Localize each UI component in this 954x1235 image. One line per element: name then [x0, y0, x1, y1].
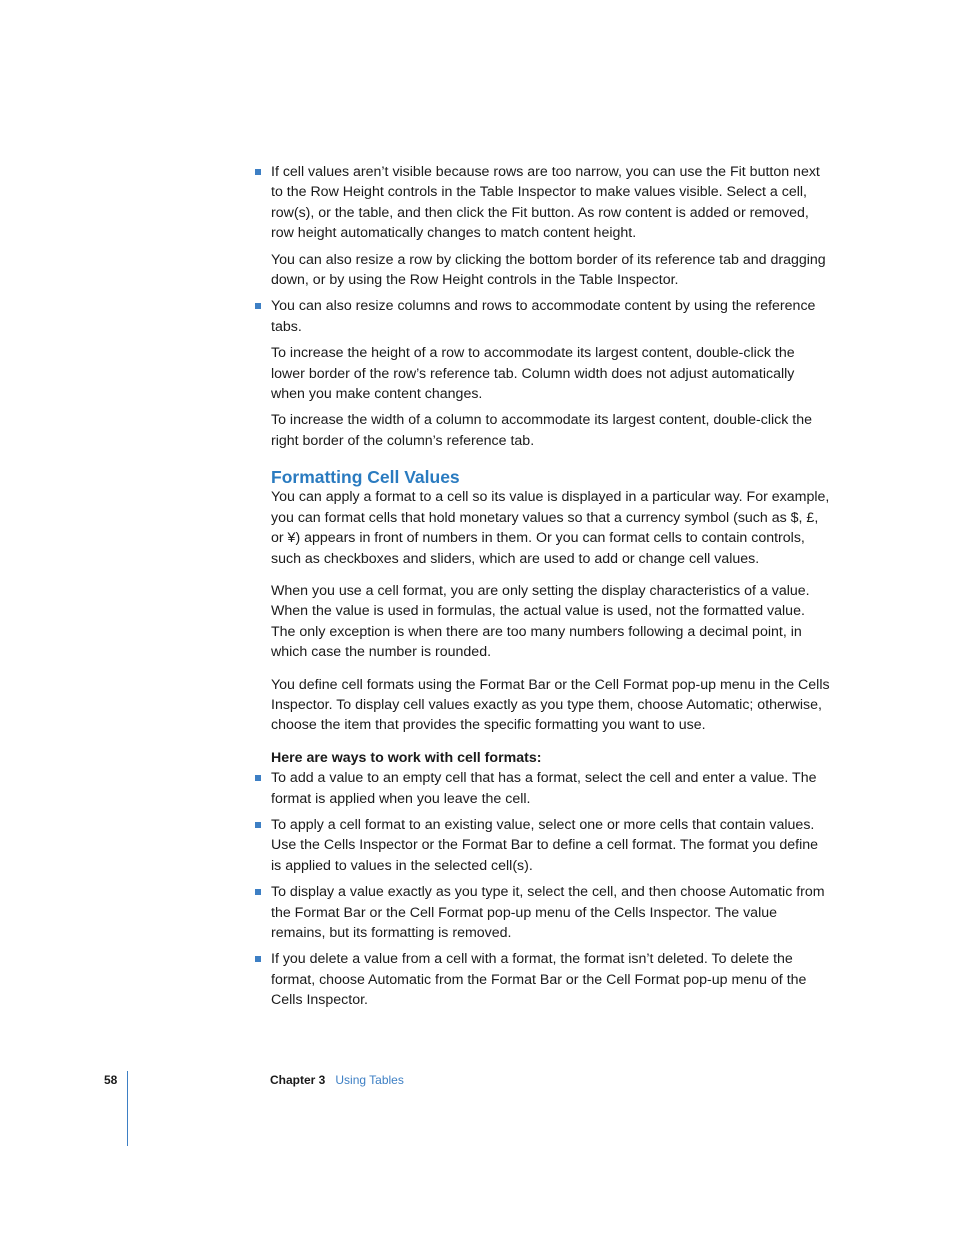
section-paragraph-2: When you use a cell format, you are only setting the display characteristics of a value. When the value is used in formulas, the actual value is used, not the formatted value. The only exception is when there are too many numbers following a decimal point, in which case the number is rounded.: [271, 582, 810, 661]
list-item: To display a value exactly as you type it, select the cell, and then choose Automatic from the Format Bar or the Cell Format pop-up menu of the Cells Inspector. The value remains, but its formatting is removed.: [271, 882, 831, 943]
page-number: 58: [104, 1073, 118, 1087]
chapter-title: Using Tables: [335, 1073, 404, 1087]
section-heading: Formatting Cell Values: [271, 467, 460, 488]
footer-rule: [127, 1071, 128, 1146]
section-paragraph-3: You define cell formats using the Format Bar or the Cell Format pop-up menu in the Cells Inspector. To display cell values exactly as you type them, choose Automatic; otherwise, choose the item that provides the specific formatting you want to use.: [271, 676, 830, 734]
list-item: To add a value to an empty cell that has a format, select the cell and enter a value. The format is applied when you leave the cell.: [271, 768, 831, 809]
chapter-label: Chapter 3: [270, 1073, 326, 1087]
bullet-reference-tabs: You can also resize columns and rows to accommodate content by using the reference tabs.: [271, 296, 831, 337]
page-content: [271, 162, 831, 1011]
list-item: To apply a cell format to an existing value, select one or more cells that contain values. Use the Cells Inspector or the Format Bar to define a cell format. The format you define is applied to values in the selected cell(s).: [271, 815, 831, 876]
paragraph-row-height: To increase the height of a row to accommodate its largest content, double-click the lower border of the row’s reference tab. Column width does not adjust automatically when you make content changes.: [271, 345, 795, 403]
footer-chapter: [270, 1072, 404, 1088]
paragraph-resize-row: You can also resize a row by clicking the bottom border of its reference tab and dragging down, or by using the Row Height controls in the Table Inspector.: [271, 251, 826, 289]
section-lead: Here are ways to work with cell formats:: [271, 749, 542, 766]
section-paragraph-1: You can apply a format to a cell so its value is displayed in a particular way. For example, you can format cells that hold monetary values so that a currency symbol (such as $, £, or ¥) appears in front of numbers in them. Or you can format cells to contain controls, such as checkboxes and sliders, which are used to add or change cell values.: [271, 489, 830, 567]
bullet-fit-button: If cell values aren’t visible because rows are too narrow, you can use the Fit button next to the Row Height controls in the Table Inspector to make values visible. Select a cell, row(s), or the table, and then click the Fit button. As row content is added or removed, row height automatically changes to match content height.: [271, 162, 831, 244]
paragraph-column-width: To increase the width of a column to accommodate its largest content, double-click the right border of the column’s reference tab.: [271, 412, 812, 449]
list-item: If you delete a value from a cell with a format, the format isn’t deleted. To delete the format, choose Automatic from the Format Bar or the Cell Format pop-up menu of the Cells Inspector.: [271, 949, 831, 1010]
